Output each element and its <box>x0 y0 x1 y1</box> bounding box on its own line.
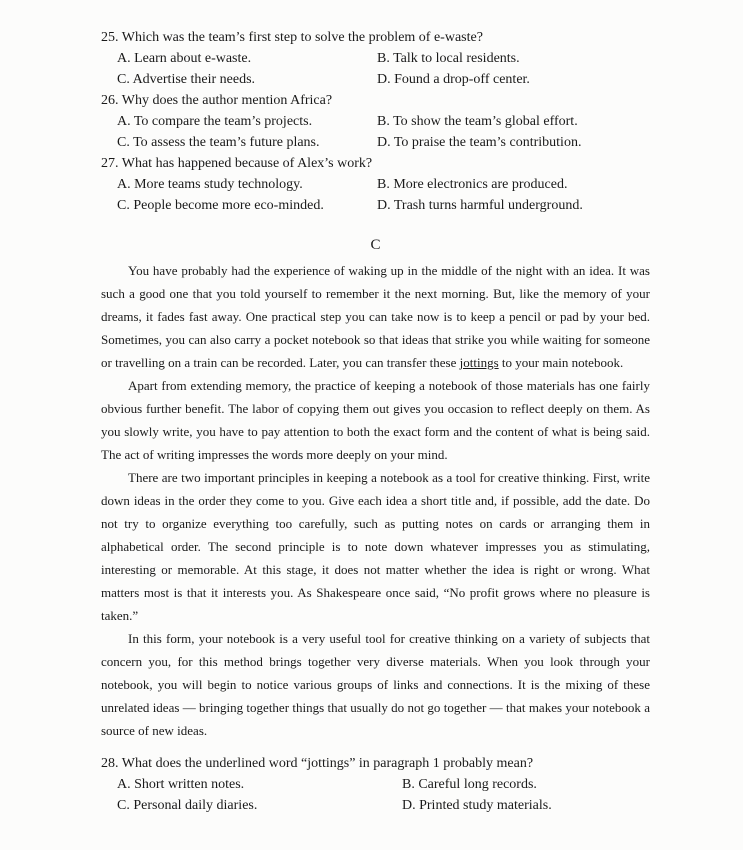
section-heading-c: C <box>370 237 381 253</box>
option-b: B. Careful long records. <box>402 777 537 792</box>
option-b: B. Talk to local residents. <box>377 51 520 66</box>
option-b: B. To show the team’s global effort. <box>377 114 578 129</box>
underlined-word-jottings: jottings <box>459 355 499 370</box>
option-a: A. Learn about e-waste. <box>117 51 252 66</box>
option-c: C. Advertise their needs. <box>117 72 256 87</box>
question-number: 28. <box>101 756 119 771</box>
question-text <box>101 753 650 774</box>
question-25 <box>101 27 650 90</box>
option-d: D. Trash turns harmful underground. <box>377 198 583 213</box>
question-text <box>101 153 650 174</box>
paragraph-text: to your main notebook. <box>498 355 624 370</box>
question-number: 26. <box>101 93 119 108</box>
option-a: A. More teams study technology. <box>117 177 303 192</box>
option-a: A. Short written notes. <box>117 777 245 792</box>
passage-paragraph-1 <box>101 259 650 374</box>
options-grid <box>101 111 650 153</box>
option-c: C. To assess the team’s future plans. <box>117 135 320 150</box>
options-grid <box>101 48 650 90</box>
option-c: C. Personal daily diaries. <box>117 798 258 813</box>
question-text <box>101 27 650 48</box>
question-stem: What does the underlined word “jottings” in paragraph 1 probably mean? <box>121 756 534 771</box>
option-d: D. Found a drop-off center. <box>377 72 530 87</box>
question-27 <box>101 153 650 216</box>
option-c: C. People become more eco-minded. <box>117 198 324 213</box>
question-number: 27. <box>101 156 119 171</box>
options-grid <box>101 774 650 816</box>
option-d: D. Printed study materials. <box>402 798 552 813</box>
passage-paragraph-3: There are two important principles in keeping a notebook as a tool for creative thinking. First, write down ideas in the order they come to you. Give each idea a short title and, if possible, add the date. Do not try to organize everything too carefully, such as putting notes on cards or arranging them in alphabetical order. The second principle is to note down whatever impresses you as stimulating, interesting or memorable. At this stage, it does not matter whether the idea is right or wrong. What matters most is that it interests you. As Shakespeare once said, “No profit grows where no pleasure is taken.” <box>101 470 650 623</box>
page-content <box>101 27 650 816</box>
options-grid <box>101 174 650 216</box>
question-text <box>101 90 650 111</box>
passage-paragraph-4: In this form, your notebook is a very useful tool for creative thinking on a variety of subjects that concern you, for this method brings together very diverse materials. When you look through your notebook, you will begin to notice various groups of links and connections. It is the mixing of these unrelated ideas — bringing together things that usually do not go together — that makes your notebook a source of new ideas. <box>101 631 650 738</box>
question-stem: Which was the team’s first step to solve the problem of e-waste? <box>121 30 483 45</box>
option-a: A. To compare the team’s projects. <box>117 114 313 129</box>
passage-paragraph-2: Apart from extending memory, the practice of keeping a notebook of those materials has one fairly obvious further benefit. The labor of copying them out gives you occasion to reflect deeply on them. As you slowly write, you have to pay attention to both the exact form and the content of what is being said. The act of writing impresses the words more deeply on your mind. <box>101 378 650 462</box>
question-number: 25. <box>101 30 119 45</box>
option-b: B. More electronics are produced. <box>377 177 568 192</box>
reading-passage <box>101 259 650 742</box>
question-stem: What has happened because of Alex’s work? <box>121 156 373 171</box>
paragraph-text: You have probably had the experience of waking up in the middle of the night with an idea. It was such a good one that you told yourself to remember it the next morning. But, like the memory of your dreams, it fades fast away. One practical step you can take now is to keep a pencil or pad by your bed. Sometimes, you can also carry a pocket notebook so that ideas that strike you while waiting for someone or travelling on a train can be recorded. Later, you can transfer these <box>101 263 650 370</box>
question-28 <box>101 753 650 816</box>
question-26 <box>101 90 650 153</box>
question-stem: Why does the author mention Africa? <box>121 93 333 108</box>
option-d: D. To praise the team’s contribution. <box>377 135 582 150</box>
